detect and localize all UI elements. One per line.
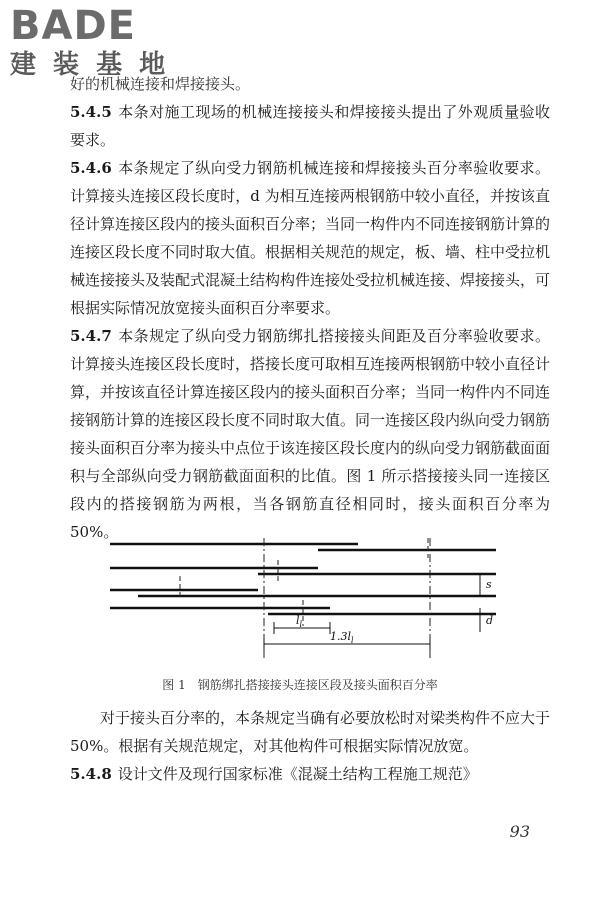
- section-5-4-7: [70, 322, 550, 546]
- top-fragment: 好的机械连接和焊接接头。: [70, 75, 251, 93]
- logo-brand: BADE: [10, 3, 136, 49]
- logo: [10, 4, 170, 80]
- section-number: 5.4.8: [70, 765, 112, 783]
- label-1-3l: $1.3l_l$: [330, 630, 354, 645]
- body-text-continued: [70, 704, 550, 788]
- body-text: [70, 70, 550, 546]
- section-5-4-5: [70, 98, 550, 154]
- label-d: d: [486, 614, 494, 627]
- section-text: 本条规定了纵向受力钢筋绑扎搭接接头间距及百分率验收要求。计算接头连接区段长度时，搭接长度可取相互连接两根钢筋中较小直径计算，并按该直径计算连接区段内的接头面积百分率；当同一构件内不同连接钢筋计算的连接区段长度不同时取大值。同一连接区段内纵向受力钢筋接头面积百分率为接头中点位于该连接区段长度内的纵向受力钢筋截面面积与全部纵向受力钢筋截面面积的比值。图 1 所示搭接接头同一连接区段内的搭接钢筋为两根，当各钢筋直径相同时，接头面积百分率为 50%。: [70, 327, 551, 541]
- section-number: 5.4.6: [70, 159, 112, 177]
- section-text: 设计文件及现行国家标准《混凝土结构工程施工规范》: [117, 765, 478, 783]
- section-number: 5.4.5: [70, 103, 112, 121]
- lap-splice-figure: [108, 536, 500, 670]
- page-number: 93: [509, 822, 530, 841]
- section-text: 本条规定了纵向受力钢筋机械连接和焊接接头百分率验收要求。计算接头连接区段长度时，d 为相互连接两根钢筋中较小直径，并按该直径计算连接区段内的接头面积百分率；当同一构件内不同连接钢筋计算的连接区段长度不同时取大值。根据相关规范的规定，板、墙、柱中受拉机械连接接头及装配式混凝土结构构件连接处受拉机械连接、焊接接头，可根据实际情况放宽接头面积百分率要求。: [70, 159, 551, 317]
- figure-drawing: [108, 536, 500, 670]
- section-5-4-8: [70, 760, 550, 788]
- label-s: s: [486, 578, 492, 591]
- section-text: 本条对施工现场的机械连接接头和焊接接头提出了外观质量验收要求。: [70, 103, 550, 149]
- section-number: 5.4.7: [70, 327, 112, 345]
- logo-subtitle: 建 装 基 地: [10, 50, 170, 80]
- figure-caption: 图 1 钢筋绑扎搭接接头连接区段及接头面积百分率: [162, 678, 438, 692]
- label-l: $l_l$: [296, 614, 303, 629]
- section-5-4-6: [70, 154, 550, 322]
- paragraph: 对于接头百分率的，本条规定当确有必要放松时对梁类构件不应大于 50%。根据有关规范规定，对其他构件可根据实际情况放宽。: [70, 709, 551, 755]
